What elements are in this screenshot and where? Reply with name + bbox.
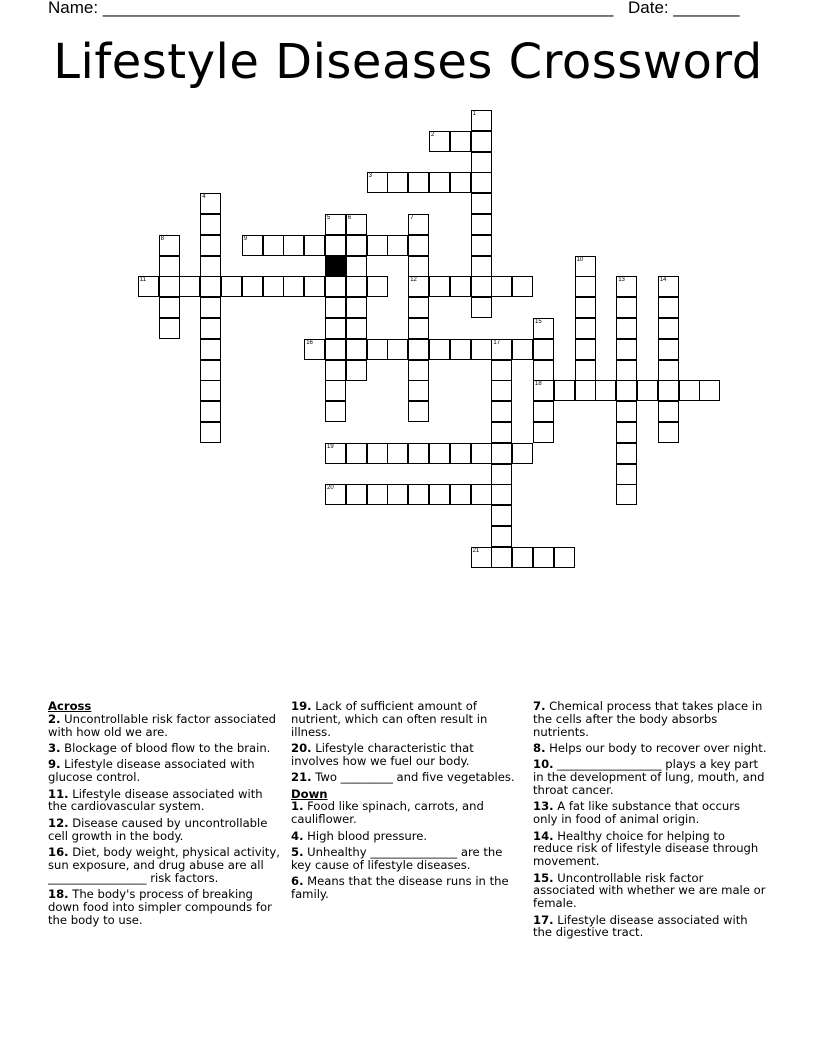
grid-cell[interactable] — [159, 276, 180, 297]
grid-cell[interactable] — [554, 547, 575, 568]
clue-down-4 — [291, 830, 523, 843]
grid-cell[interactable] — [408, 297, 429, 318]
grid-cell[interactable] — [471, 443, 492, 464]
grid-cell[interactable] — [616, 339, 637, 360]
grid-cell[interactable] — [575, 297, 596, 318]
grid-cell[interactable] — [159, 256, 180, 277]
clue-across-11 — [48, 788, 282, 814]
across-heading: Across — [48, 699, 92, 713]
clue-down-17 — [533, 914, 767, 940]
grid-cell[interactable] — [346, 214, 367, 235]
grid-cell[interactable] — [575, 318, 596, 339]
grid-cell[interactable] — [491, 505, 512, 526]
grid-cell[interactable] — [471, 339, 492, 360]
grid-cell[interactable] — [491, 380, 512, 401]
name-line: ______________________________________________________ — [102, 0, 614, 17]
grid-cell[interactable] — [616, 276, 637, 297]
grid-cell[interactable] — [533, 339, 554, 360]
grid-cell[interactable] — [200, 276, 221, 297]
grid-cell[interactable] — [491, 464, 512, 485]
date-line: _______ — [673, 0, 740, 17]
grid-cell[interactable] — [408, 380, 429, 401]
grid-cell[interactable] — [408, 256, 429, 277]
grid-cell[interactable] — [471, 547, 492, 568]
grid-cell[interactable] — [491, 443, 512, 464]
clue-number: 17. — [533, 912, 554, 927]
grid-cell[interactable] — [346, 443, 367, 464]
grid-cell[interactable] — [575, 276, 596, 297]
grid-cell[interactable] — [367, 443, 388, 464]
clue-number: 15. — [533, 870, 554, 885]
clue-text: Diet, body weight, physical activity, sun exposure, and drug abuse are all _________________ risk factors. — [48, 844, 280, 885]
grid-cell[interactable] — [471, 110, 492, 131]
clue-text: Lifestyle disease associated with the cardiovascular system. — [48, 786, 263, 814]
grid-cell[interactable] — [491, 339, 512, 360]
grid-cell[interactable] — [159, 297, 180, 318]
grid-cell[interactable] — [658, 380, 679, 401]
cell-number: 19 — [327, 443, 334, 450]
grid-cell[interactable] — [200, 380, 221, 401]
cell-number: 15 — [535, 319, 542, 325]
grid-cell[interactable] — [616, 484, 637, 505]
grid-cell[interactable] — [450, 484, 471, 505]
grid-cell[interactable] — [471, 256, 492, 277]
clue-number: 1. — [291, 799, 304, 814]
black-cell — [325, 256, 346, 277]
clue-number: 9. — [48, 757, 61, 772]
clue-text: High blood pressure. — [307, 828, 428, 843]
grid-cell[interactable] — [200, 193, 221, 214]
grid-cell[interactable] — [658, 422, 679, 443]
grid-cell[interactable] — [450, 339, 471, 360]
grid-cell[interactable] — [616, 422, 637, 443]
grid-cell[interactable] — [533, 422, 554, 443]
clue-text: Food like spinach, carrots, and cauliflower. — [291, 799, 484, 827]
grid-cell[interactable] — [200, 318, 221, 339]
grid-cell[interactable] — [471, 297, 492, 318]
grid-cell[interactable] — [179, 276, 200, 297]
clue-text: Healthy choice for helping to reduce risk of lifestyle disease through movement. — [533, 828, 759, 869]
grid-cell[interactable] — [450, 172, 471, 193]
clue-text: Helps our body to recover over night. — [549, 740, 767, 755]
grid-cell[interactable] — [325, 484, 346, 505]
grid-cell[interactable] — [159, 318, 180, 339]
cell-number: 4 — [202, 194, 206, 201]
grid-cell[interactable] — [658, 297, 679, 318]
grid-cell[interactable] — [450, 443, 471, 464]
grid-cell[interactable] — [408, 360, 429, 381]
grid-cell[interactable] — [471, 172, 492, 193]
clues-column-1 — [48, 700, 282, 930]
clue-number: 2. — [48, 711, 61, 726]
cell-number: 12 — [410, 277, 417, 284]
grid-cell[interactable] — [471, 152, 492, 173]
grid-cell[interactable] — [616, 464, 637, 485]
grid-cell[interactable] — [533, 380, 554, 401]
grid-cell[interactable] — [242, 276, 263, 297]
clue-number: 6. — [291, 874, 304, 889]
grid-cell[interactable] — [367, 484, 388, 505]
clue-down-5 — [291, 846, 523, 872]
grid-cell[interactable] — [346, 484, 367, 505]
grid-cell[interactable] — [325, 235, 346, 256]
grid-cell[interactable] — [429, 131, 450, 152]
grid-cell[interactable] — [200, 401, 221, 422]
grid-cell[interactable] — [533, 360, 554, 381]
clue-number: 21. — [291, 770, 312, 785]
cell-number: 11 — [139, 277, 147, 284]
grid-cell[interactable] — [491, 276, 512, 297]
clue-number: 8. — [533, 740, 546, 755]
grid-cell[interactable] — [450, 131, 471, 152]
name-label: Name: — [48, 0, 99, 17]
clue-across-18 — [48, 888, 282, 926]
grid-cell[interactable] — [387, 484, 408, 505]
grid-cell[interactable] — [408, 443, 429, 464]
grid-cell[interactable] — [491, 401, 512, 422]
clue-number: 3. — [48, 740, 61, 755]
clue-number: 5. — [291, 844, 304, 859]
grid-cell[interactable] — [367, 339, 388, 360]
grid-cell[interactable] — [575, 360, 596, 381]
clue-across-3 — [48, 742, 282, 755]
clue-text: Lifestyle disease associated with glucose control. — [48, 757, 255, 785]
cell-number: 9 — [243, 235, 248, 242]
date-label: Date: — [628, 0, 669, 17]
clue-text: Unhealthy _______________ are the key cause of lifestyle diseases. — [291, 844, 503, 872]
grid-cell[interactable] — [325, 443, 346, 464]
grid-cell[interactable] — [616, 401, 637, 422]
grid-cell[interactable] — [346, 235, 367, 256]
grid-cell[interactable] — [408, 318, 429, 339]
grid-cell[interactable] — [554, 380, 575, 401]
clue-number: 16. — [48, 844, 69, 859]
clue-text: The body's process of breaking down food into simpler compounds for the body to use. — [48, 886, 272, 927]
grid-cell[interactable] — [512, 547, 533, 568]
grid-cell[interactable] — [200, 256, 221, 277]
grid-cell[interactable] — [387, 235, 408, 256]
grid-cell[interactable] — [575, 380, 596, 401]
clue-text: Means that the disease runs in the family. — [291, 874, 509, 901]
down-heading: Down — [291, 786, 328, 801]
grid-cell[interactable] — [512, 339, 533, 360]
grid-cell[interactable] — [325, 214, 346, 235]
grid-cell[interactable] — [429, 172, 450, 193]
grid-cell[interactable] — [533, 547, 554, 568]
grid-cell[interactable] — [471, 235, 492, 256]
grid-cell[interactable] — [491, 422, 512, 443]
clue-number: 10. — [533, 757, 554, 772]
clue-number: 18. — [48, 886, 69, 901]
grid-cell[interactable] — [200, 360, 221, 381]
grid-cell[interactable] — [450, 276, 471, 297]
clue-text: Lifestyle disease associated with the digestive tract. — [533, 912, 748, 940]
clue-down-15 — [533, 872, 767, 910]
grid-cell[interactable] — [304, 276, 325, 297]
clue-number: 11. — [48, 786, 69, 801]
clue-number: 14. — [533, 828, 554, 843]
grid-cell[interactable] — [575, 256, 596, 277]
cell-number: 3 — [368, 173, 372, 180]
grid-cell[interactable] — [616, 297, 637, 318]
clue-text: Lifestyle characteristic that involves how we fuel our body. — [291, 740, 474, 768]
grid-cell[interactable] — [512, 276, 533, 297]
grid-cell[interactable] — [471, 484, 492, 505]
clue-across-16 — [48, 846, 282, 884]
cell-number: 21 — [472, 547, 480, 554]
grid-cell[interactable] — [471, 131, 492, 152]
grid-cell[interactable] — [200, 422, 221, 443]
clue-text: Chemical process that takes place in the cells after the body absorbs nutrients. — [533, 699, 763, 739]
clue-text: Two _________ and five vegetables. — [315, 770, 515, 785]
page-title: Lifestyle Diseases Crossword — [53, 34, 763, 90]
grid-cell[interactable] — [304, 235, 325, 256]
clues-column-2 — [291, 700, 523, 904]
grid-cell[interactable] — [616, 318, 637, 339]
grid-cell[interactable] — [429, 443, 450, 464]
grid-cell[interactable] — [346, 339, 367, 360]
grid-cell[interactable] — [387, 443, 408, 464]
clue-number: 19. — [291, 699, 312, 713]
grid-cell[interactable] — [346, 360, 367, 381]
cell-number: 6 — [347, 215, 352, 221]
grid-cell[interactable] — [491, 526, 512, 547]
grid-cell[interactable] — [491, 484, 512, 505]
grid-cell[interactable] — [263, 235, 284, 256]
grid-cell[interactable] — [200, 297, 221, 318]
grid-cell[interactable] — [533, 318, 554, 339]
grid-cell[interactable] — [471, 276, 492, 297]
grid-cell[interactable] — [595, 380, 616, 401]
grid-cell[interactable] — [242, 235, 263, 256]
grid-cell[interactable] — [325, 318, 346, 339]
grid-cell[interactable] — [408, 484, 429, 505]
grid-cell[interactable] — [616, 443, 637, 464]
grid-cell[interactable] — [408, 401, 429, 422]
clue-across-21 — [291, 771, 523, 784]
grid-cell[interactable] — [616, 360, 637, 381]
grid-cell[interactable] — [658, 318, 679, 339]
grid-cell[interactable] — [616, 380, 637, 401]
grid-cell[interactable] — [533, 401, 554, 422]
cell-number: 5 — [327, 215, 331, 221]
grid-cell[interactable] — [471, 214, 492, 235]
clue-down-1 — [291, 800, 523, 826]
clue-across-20 — [291, 742, 523, 768]
grid-cell[interactable] — [346, 318, 367, 339]
grid-cell[interactable] — [408, 276, 429, 297]
clue-down-7 — [533, 700, 767, 738]
clue-text: Uncontrollable risk factor associated with how old we are. — [48, 711, 277, 739]
grid-cell[interactable] — [346, 256, 367, 277]
cell-number: 10 — [576, 256, 584, 263]
grid-cell[interactable] — [346, 297, 367, 318]
grid-cell[interactable] — [637, 380, 658, 401]
grid-cell[interactable] — [283, 235, 304, 256]
grid-cell[interactable] — [512, 443, 533, 464]
clue-text: A fat like substance that occurs only in food of animal origin. — [533, 799, 741, 827]
grid-cell[interactable] — [429, 339, 450, 360]
grid-cell[interactable] — [325, 380, 346, 401]
cell-number: 17 — [493, 339, 501, 346]
clue-across-2 — [48, 713, 282, 739]
clue-down-6 — [291, 875, 523, 901]
grid-cell[interactable] — [325, 401, 346, 422]
grid-cell[interactable] — [429, 484, 450, 505]
grid-cell[interactable] — [346, 276, 367, 297]
grid-cell[interactable] — [200, 214, 221, 235]
clue-down-13 — [533, 800, 767, 826]
grid-cell[interactable] — [325, 339, 346, 360]
cell-number: 8 — [160, 235, 164, 242]
grid-cell[interactable] — [283, 276, 304, 297]
clue-number: 7. — [533, 699, 546, 713]
grid-cell[interactable] — [200, 235, 221, 256]
cell-number: 13 — [618, 277, 625, 284]
grid-cell[interactable] — [408, 339, 429, 360]
clues-column-3 — [533, 700, 767, 943]
grid-cell[interactable] — [471, 193, 492, 214]
cell-number: 14 — [659, 277, 667, 284]
clue-text: Uncontrollable risk factor associated with whether we are male or female. — [533, 870, 766, 911]
grid-cell[interactable] — [658, 401, 679, 422]
grid-cell[interactable] — [658, 339, 679, 360]
cell-number: 20 — [327, 485, 334, 492]
clue-across-12 — [48, 817, 282, 843]
cell-number: 16 — [306, 339, 313, 346]
grid-cell[interactable] — [408, 172, 429, 193]
grid-cell[interactable] — [408, 214, 429, 235]
cell-number: 1 — [472, 111, 476, 117]
grid-cell[interactable] — [263, 276, 284, 297]
grid-cell[interactable] — [325, 360, 346, 381]
grid-cell[interactable] — [367, 235, 388, 256]
grid-cell[interactable] — [658, 276, 679, 297]
clue-down-10 — [533, 758, 767, 796]
grid-cell[interactable] — [138, 276, 159, 297]
clue-down-14 — [533, 830, 767, 868]
clue-down-8 — [533, 742, 767, 755]
grid-cell[interactable] — [387, 339, 408, 360]
clue-number: 12. — [48, 815, 69, 830]
cell-number: 7 — [410, 215, 414, 221]
clue-text: __________________ plays a key part in the development of lung, mouth, and throat cancer. — [533, 757, 765, 797]
clue-number: 13. — [533, 799, 554, 814]
grid-cell[interactable] — [159, 235, 180, 256]
grid-cell[interactable] — [325, 297, 346, 318]
clue-text: Disease caused by uncontrollable cell growth in the body. — [48, 815, 268, 843]
grid-cell[interactable] — [491, 360, 512, 381]
clue-across-9 — [48, 758, 282, 784]
grid-cell[interactable] — [658, 360, 679, 381]
clue-number: 20. — [291, 740, 312, 755]
clue-text: Lack of sufficient amount of nutrient, which can often result in illness. — [291, 699, 488, 739]
grid-cell[interactable] — [408, 235, 429, 256]
grid-cell[interactable] — [304, 339, 325, 360]
grid-cell[interactable] — [200, 339, 221, 360]
grid-cell[interactable] — [575, 339, 596, 360]
clue-number: 4. — [291, 828, 304, 843]
grid-cell[interactable] — [387, 172, 408, 193]
grid-cell[interactable] — [221, 276, 242, 297]
grid-cell[interactable] — [325, 276, 346, 297]
grid-cell[interactable] — [679, 380, 700, 401]
grid-cell[interactable] — [367, 172, 388, 193]
grid-cell[interactable] — [491, 547, 512, 568]
clue-text: Blockage of blood flow to the brain. — [64, 740, 271, 755]
grid-cell[interactable] — [699, 380, 720, 401]
grid-cell[interactable] — [367, 276, 388, 297]
clue-across-19 — [291, 700, 523, 738]
grid-cell[interactable] — [429, 276, 450, 297]
cell-number: 18 — [535, 381, 542, 388]
cell-number: 2 — [431, 131, 435, 138]
